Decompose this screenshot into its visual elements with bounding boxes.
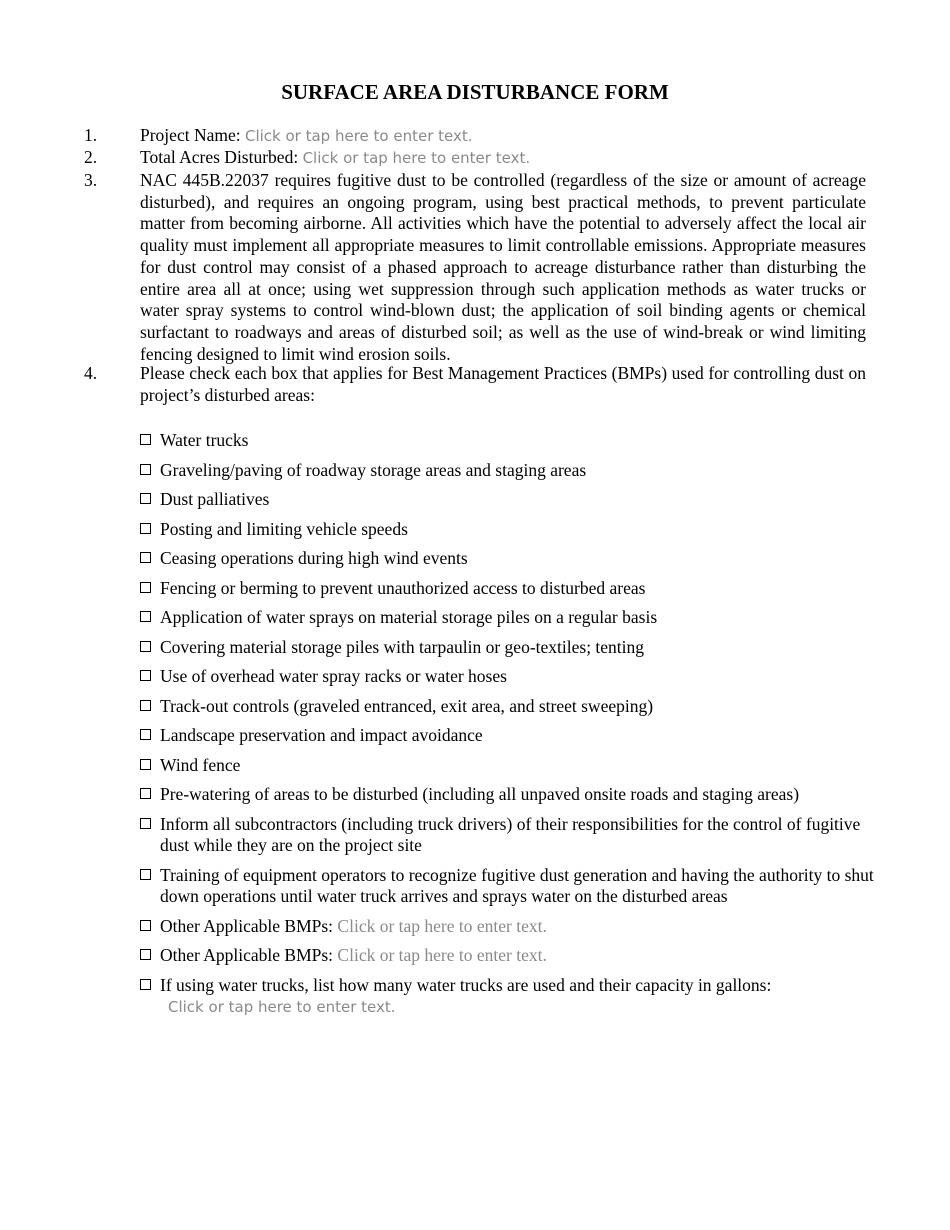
bmp-label: Inform all subcontractors (including truck drivers) of their responsibilities for the control of fugitive dust while they are on the project site [160,813,861,856]
bmp-item [140,696,880,718]
checkbox[interactable] [140,920,151,931]
bmp-item [140,725,880,747]
item-number: 4. [84,363,98,383]
checkbox[interactable] [140,464,151,475]
bmp-item [140,865,880,908]
checkbox[interactable] [140,670,151,681]
bmp-label: Fencing or berming to prevent unauthorized access to disturbed areas [160,577,646,598]
bmp-instructions-text: Please check each box that applies for Best Management Practices (BMPs) used for controlling dust on project’s disturbed areas: [140,363,866,405]
water-trucks-field[interactable]: Click or tap here to enter text. [168,997,396,1016]
bmp-item [140,489,880,511]
nac-requirement-text: NAC 445B.22037 requires fugitive dust to be controlled (regardless of the size or amount of acreage disturbed), and requires an ongoing program, using best practical methods, to prevent particulate matter from becoming airborne. All activities which have the potential to adversely affect the local air quality must implement all appropriate measures to limit controllable emissions. Appropriate measures for dust control may consist of a phased approach to acreage disturbance rather than disturbing the entire area all at once; using wet suppression through such application methods as water trucks or water spray systems to control wind-blown dust; the application of soil binding agents or chemical surfactant to roadways and areas of disturbed soil; as well as the use of wind-break or wind limiting fencing designed to limit wind erosion soils. [140,170,866,364]
page-title: SURFACE AREA DISTURBANCE FORM [281,80,669,104]
bmp-label: Dust palliatives [160,489,270,509]
bmp-label: Pre-watering of areas to be disturbed (including all unpaved onsite roads and staging areas) [160,784,800,804]
water-trucks-label: If using water trucks, list how many water trucks are used and their capacity in gallons: [160,974,772,995]
checkbox[interactable] [140,700,151,711]
bmp-item [140,784,880,806]
bmp-label: Covering material storage piles with tarpaulin or geo-textiles; tenting [160,636,645,657]
bmp-item [140,755,880,777]
other-bmp-item-2 [140,945,880,967]
checkbox[interactable] [140,949,151,960]
checkbox[interactable] [140,818,151,829]
bmp-item [140,637,880,659]
checkbox[interactable] [140,582,151,593]
checkbox[interactable] [140,788,151,799]
bmp-item [140,814,880,857]
other-bmp-field-1[interactable]: Click or tap here to enter text. [337,915,547,936]
bmp-item [140,607,880,629]
bmp-label: Posting and limiting vehicle speeds [160,518,408,539]
bmp-label: Wind fence [160,754,241,775]
total-acres-field[interactable]: Click or tap here to enter text. [302,149,531,167]
project-name-field[interactable]: Click or tap here to enter text. [244,127,473,145]
bmp-label: Water trucks [160,430,249,450]
bmp-item [140,430,880,452]
checkbox[interactable] [140,493,151,504]
bmp-label: Graveling/paving of roadway storage areas and staging areas [160,459,587,480]
bmp-checklist [140,430,880,1026]
bmp-label: Use of overhead water spray racks or water hoses [160,666,507,686]
total-acres-label: Total Acres Disturbed: [140,147,299,167]
item-number: 3. [84,170,98,190]
other-bmp-label: Other Applicable BMPs: [160,945,334,966]
bmp-label: Application of water sprays on material storage piles on a regular basis [160,607,658,627]
bmp-item [140,548,880,570]
other-bmp-field-2[interactable]: Click or tap here to enter text. [337,945,547,966]
checkbox[interactable] [140,523,151,534]
checkbox[interactable] [140,729,151,740]
checkbox[interactable] [140,611,151,622]
checkbox[interactable] [140,434,151,445]
checkbox[interactable] [140,552,151,563]
checkbox[interactable] [140,641,151,652]
bmp-item [140,519,880,541]
bmp-item [140,460,880,482]
bmp-label: Landscape preservation and impact avoidance [160,725,483,745]
item-number: 2. [84,147,98,167]
bmp-item [140,578,880,600]
checkbox[interactable] [140,979,151,990]
checkbox[interactable] [140,869,151,880]
bmp-label: Track-out controls (graveled entranced, exit area, and street sweeping) [160,695,654,716]
other-bmp-item-1 [140,916,880,938]
item-number: 1. [84,125,98,145]
water-trucks-item [140,975,880,1018]
other-bmp-label: Other Applicable BMPs: [160,915,334,936]
bmp-item [140,666,880,688]
project-name-label: Project Name: [140,125,241,145]
bmp-label: Ceasing operations during high wind events [160,548,468,568]
project-name-row [140,125,866,148]
total-acres-row [140,147,866,170]
checkbox[interactable] [140,759,151,770]
bmp-label: Training of equipment operators to recognize fugitive dust generation and having the authority to shut down operations until water truck arrives and sprays water on the disturbed areas [160,864,874,907]
